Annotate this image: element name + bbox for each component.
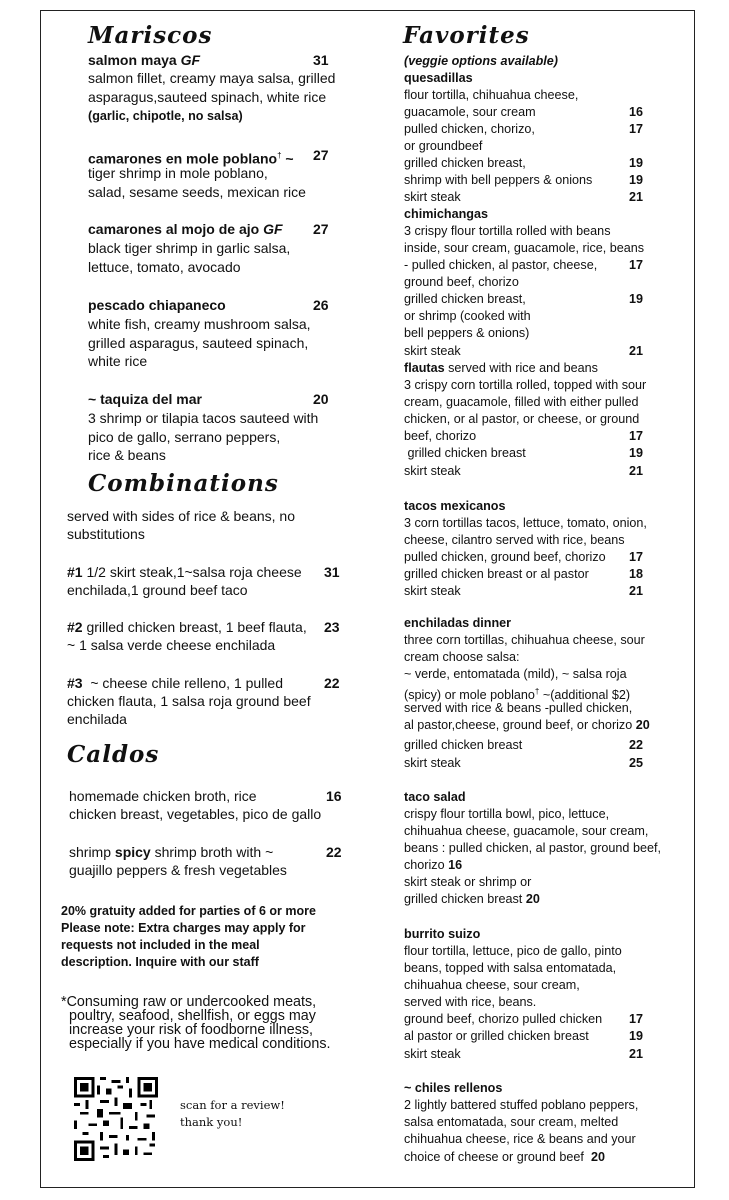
dagger-mark: † (534, 687, 540, 696)
item-desc: chihuahua cheese, rice & beans and your (404, 1132, 636, 1146)
option-label: - pulled chicken, al pastor, cheese, (404, 258, 598, 272)
item-desc: 3 crispy corn tortilla rolled, topped with sour (404, 378, 647, 392)
combinations-intro: served with sides of rice & beans, no (67, 508, 296, 524)
qr-code[interactable] (72, 1077, 160, 1161)
option-label: bell peppers & onions) (404, 326, 530, 340)
option-price: 21 (629, 344, 644, 358)
item-desc: 3 corn tortillas tacos, lettuce, tomato, onion, (404, 516, 647, 530)
option-label: or shrimp (cooked with (404, 309, 531, 323)
item-desc: 3 shrimp or tilapia tacos sauteed with (88, 410, 319, 426)
item-desc: crispy flour tortilla bowl, pico, lettuce, (404, 807, 610, 821)
option-label: pulled chicken, ground beef, chorizo (404, 550, 606, 564)
option-price: 20 (525, 892, 540, 906)
item-desc: salad, sesame seeds, mexican rice (88, 184, 306, 200)
caldo-desc: shrimp broth with ~ (150, 844, 274, 860)
gluten-free-tag: GF (180, 52, 201, 68)
combo-desc: 1/2 skirt steak,1~salsa roja cheese (82, 564, 302, 580)
item-name: camarones al mojo de ajo (88, 221, 260, 237)
notice-line: Please note: Extra charges may apply for (61, 921, 306, 935)
option-price: 17 (629, 429, 644, 443)
item-name: ~ chiles rellenos (404, 1081, 503, 1095)
item-desc: cream choose salsa: (404, 650, 520, 664)
combo-desc: enchilada (67, 711, 127, 727)
option-label: skirt steak (404, 756, 461, 770)
item-name: quesadillas (404, 71, 473, 85)
item-desc: black tiger shrimp in garlic salsa, (88, 240, 291, 256)
caldo-desc: guajillo peppers & fresh vegetables (69, 862, 287, 878)
item-desc: choice of cheese or ground beef (404, 1150, 584, 1164)
option-price: 20 (590, 1150, 605, 1164)
veggie-note: (veggie options available) (404, 54, 558, 68)
option-price: 22 (629, 738, 644, 752)
item-name: chimichangas (404, 207, 488, 221)
option-label: beef, chorizo (404, 429, 477, 443)
option-label: pulled chicken, chorizo, (404, 122, 535, 136)
item-desc: lettuce, tomato, avocado (88, 259, 241, 275)
caldo-desc: homemade chicken broth, rice (69, 788, 257, 804)
option-price: 21 (629, 190, 644, 204)
item-price: 26 (313, 297, 329, 313)
item-desc: flour tortilla, lettuce, pico de gallo, pinto (404, 944, 622, 958)
item-desc: served with rice, beans. (404, 995, 537, 1009)
option-price: 19 (629, 156, 644, 170)
option-label: grilled chicken breast (404, 738, 523, 752)
combo-price: 31 (324, 564, 340, 580)
caldo-price: 16 (326, 788, 342, 804)
option-label: skirt steak (404, 1047, 461, 1061)
item-desc: ~(additional $2) (539, 688, 631, 703)
option-label: skirt steak or shrimp or (404, 875, 532, 889)
mariscos-heading: Mariscos (88, 22, 213, 49)
review-prompt: scan for a review! (180, 1098, 285, 1112)
warning-line: poultry, seafood, shellfish, or eggs may (69, 1008, 316, 1024)
combo-number: #2 (67, 619, 83, 635)
option-price: 17 (629, 122, 644, 136)
item-desc: asparagus,sauteed spinach, white rice (88, 89, 327, 105)
option-label: grilled chicken breast, (404, 156, 526, 170)
option-label: grilled chicken breast (404, 446, 526, 460)
option-label: ground beef, chorizo (404, 275, 519, 289)
notice-line: 20% gratuity added for parties of 6 or more (61, 904, 316, 918)
item-desc: three corn tortillas, chihuahua cheese, sour (404, 633, 645, 647)
item-desc: tiger shrimp in mole poblano, (88, 165, 268, 181)
option-price: 19 (629, 173, 644, 187)
notice-line: requests not included in the meal (61, 938, 260, 952)
combo-price: 23 (324, 619, 340, 635)
caldo-desc: shrimp (69, 844, 115, 860)
option-price: 21 (629, 1047, 644, 1061)
item-subtitle: served with rice and beans (444, 361, 598, 375)
item-desc: chihuahua cheese, sour cream, (404, 978, 580, 992)
option-label: skirt steak (404, 190, 461, 204)
item-desc: salsa entomatada, sour cream, melted (404, 1115, 619, 1129)
dagger-mark: † (277, 151, 282, 160)
option-label: or groundbeef (404, 139, 483, 153)
option-price: 20 (635, 718, 650, 732)
option-label: skirt steak (404, 584, 461, 598)
combo-desc: enchilada,1 ground beef taco (67, 582, 248, 598)
option-price: 21 (629, 464, 644, 478)
option-price: 18 (629, 567, 644, 581)
option-price: 19 (629, 292, 644, 306)
item-name: tacos mexicanos (404, 499, 506, 513)
option-label: al pastor,cheese, ground beef, or chorizo (404, 718, 633, 732)
option-label: skirt steak (404, 464, 461, 478)
warning-line: especially if you have medical conditions. (69, 1036, 331, 1052)
item-desc: grilled asparagus, sauteed spinach, (88, 335, 309, 351)
option-price: 17 (629, 258, 644, 272)
favorites-heading: Favorites (403, 22, 530, 49)
item-desc: beans : pulled chicken, al pastor, ground beef, (404, 841, 661, 855)
notice-line: description. Inquire with our staff (61, 955, 259, 969)
option-price: 16 (448, 858, 463, 872)
option-label: chorizo (404, 858, 445, 872)
option-price: 17 (629, 550, 644, 564)
option-label: al pastor or grilled chicken breast (404, 1029, 589, 1043)
option-label: grilled chicken breast or al pastor (404, 567, 589, 581)
item-desc: white rice (88, 353, 148, 369)
spicy-label: spicy (114, 844, 151, 860)
combo-desc: ~ cheese chile relleno, 1 pulled (82, 675, 283, 691)
combo-desc: grilled chicken breast, 1 beef flauta, (82, 619, 307, 635)
caldo-desc: chicken breast, vegetables, pico de gallo (69, 806, 322, 822)
item-desc: cheese, cilantro served with rice, beans (404, 533, 625, 547)
item-desc: cream, guacamole, filled with either pulled (404, 395, 639, 409)
caldo-price: 22 (326, 844, 342, 860)
item-note: (garlic, chipotle, no salsa) (88, 109, 243, 123)
option-label: ground beef, chorizo pulled chicken (404, 1012, 603, 1026)
caldos-heading: Caldos (67, 741, 160, 768)
option-label: guacamole, sour cream (404, 105, 536, 119)
thank-you: thank you! (180, 1115, 243, 1129)
item-name: salmon maya (88, 52, 177, 68)
item-desc: chihuahua cheese, guacamole, sour cream, (404, 824, 649, 838)
combinations-intro: substitutions (67, 526, 145, 542)
option-price: 25 (629, 756, 644, 770)
item-price: 31 (313, 52, 329, 68)
option-price: 19 (629, 1029, 644, 1043)
combo-desc: chicken flauta, 1 salsa roja ground beef (67, 693, 311, 709)
item-desc: pico de gallo, serrano peppers, (88, 429, 281, 445)
item-desc: chicken, or al pastor, or cheese, or ground (404, 412, 640, 426)
item-desc: (spicy) or mole poblano (404, 688, 535, 703)
option-price: 16 (629, 105, 644, 119)
item-desc: rice & beans (88, 447, 166, 463)
option-price: 17 (629, 1012, 644, 1026)
item-name: burrito suizo (404, 927, 481, 941)
item-name: ~ taquiza del mar (88, 391, 202, 407)
option-label: shrimp with bell peppers & onions (404, 173, 593, 187)
item-price: 27 (313, 147, 329, 163)
item-desc: flour tortilla, chihuahua cheese, (404, 88, 579, 102)
item-name: enchiladas dinner (404, 616, 512, 630)
option-price: 21 (629, 584, 644, 598)
item-desc: inside, sour cream, guacamole, rice, beans (404, 241, 645, 255)
item-suffix: ~ (281, 150, 294, 167)
item-desc: salmon fillet, creamy maya salsa, grilled (88, 70, 336, 86)
item-name: flautas (404, 361, 445, 375)
item-name: taco salad (404, 790, 466, 804)
combo-number: #3 (67, 675, 83, 691)
warning-line: increase your risk of foodborne illness, (69, 1022, 313, 1038)
item-desc: beans, topped with salsa entomatada, (404, 961, 617, 975)
combo-number: #1 (67, 564, 83, 580)
option-label: skirt steak (404, 344, 461, 358)
option-price: 19 (629, 446, 644, 460)
combo-desc: ~ 1 salsa verde cheese enchilada (67, 637, 276, 653)
item-desc: white fish, creamy mushroom salsa, (88, 316, 311, 332)
item-desc: ~ verde, entomatada (mild), ~ salsa roja (404, 667, 627, 681)
item-desc: 2 lightly battered stuffed poblano peppers, (404, 1098, 639, 1112)
item-price: 27 (313, 221, 329, 237)
combinations-heading: Combinations (88, 470, 279, 497)
combo-price: 22 (324, 675, 340, 691)
gluten-free-tag: GF (263, 221, 283, 237)
option-label: grilled chicken breast, (404, 292, 526, 306)
item-desc: 3 crispy flour tortilla rolled with beans (404, 224, 611, 238)
warning-line: *Consuming raw or undercooked meats, (61, 994, 317, 1010)
option-label: grilled chicken breast (404, 892, 523, 906)
item-name: pescado chiapaneco (88, 297, 226, 313)
item-name: camarones en mole poblano (88, 150, 278, 167)
item-desc: served with rice & beans -pulled chicken, (404, 701, 633, 715)
item-price: 20 (313, 391, 329, 407)
